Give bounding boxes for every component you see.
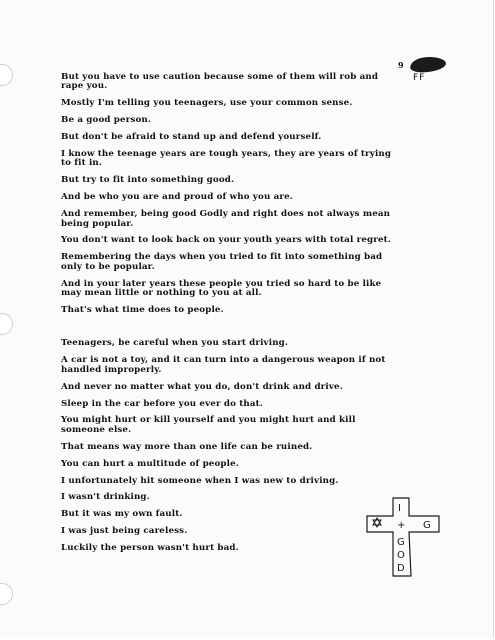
text-line: Luckily the person wasn't hurt bad. — [61, 543, 239, 554]
text-line: I unfortunately hit someone when I was new to driving. — [61, 475, 339, 486]
text-line: Remembering the days when you tried to fit into something bad only to be popular. — [61, 252, 383, 272]
ink-blot-sketch — [409, 55, 446, 74]
text-line: Be a good person. — [61, 115, 152, 126]
text-line: And never no matter what you do, don't drink and drive. — [61, 381, 343, 392]
text-line: A car is not a toy, and it can turn into a dangerous weapon if not handled improperly. — [61, 355, 386, 375]
text-line: And be who you are and proud of who you are. — [61, 192, 293, 203]
text-line: I know the teenage years are tough years, they are years of trying to fit in. — [61, 149, 392, 169]
cross-letter: I — [398, 503, 401, 514]
text-line: Teenagers, be careful when you start driving. — [61, 338, 289, 349]
text-line: Sleep in the car before you ever do that. — [61, 398, 263, 409]
cross-letter: + — [397, 520, 406, 531]
text-line: You might hurt or kill yourself and you might hurt and kill someone else. — [61, 415, 356, 435]
cross-drawing — [365, 496, 445, 578]
text-line: I was just being careless. — [61, 526, 188, 537]
star-of-david-icon — [373, 518, 381, 527]
page-number: 9 — [398, 60, 404, 70]
binder-hole-top — [0, 64, 13, 86]
cross-letter: D — [397, 563, 405, 574]
cross-letter: G — [423, 520, 431, 531]
text-line: But it was my own fault. — [61, 509, 183, 520]
text-line: That means way more than one life can be ruined. — [61, 441, 313, 452]
text-line: But don't be afraid to stand up and defend yourself. — [61, 132, 322, 143]
text-line: Mostly I'm telling you teenagers, use your common sense. — [61, 98, 353, 109]
text-line: That's what time does to people. — [61, 305, 224, 315]
text-line: You don't want to look back on your youth years with total regret. — [61, 235, 391, 246]
cross-letter: G — [397, 537, 405, 548]
binder-hole-bottom — [0, 583, 13, 605]
cross-letter: O — [397, 550, 405, 561]
text-line: And remember, being good Godly and right does not always mean being popular. — [61, 209, 391, 229]
text-line: And in your later years these people you tried so hard to be like may mean little or nothing to you at all. — [61, 278, 382, 299]
handwritten-initials: FF — [413, 73, 426, 83]
text-line: But try to fit into something good. — [61, 175, 235, 186]
binder-hole-middle — [0, 313, 13, 335]
text-line: You can hurt a multitude of people. — [61, 458, 239, 469]
body-text — [61, 73, 401, 561]
text-line: I wasn't drinking. — [61, 492, 150, 503]
text-line: But you have to use caution because some of them will rob and rape you. — [61, 72, 379, 92]
